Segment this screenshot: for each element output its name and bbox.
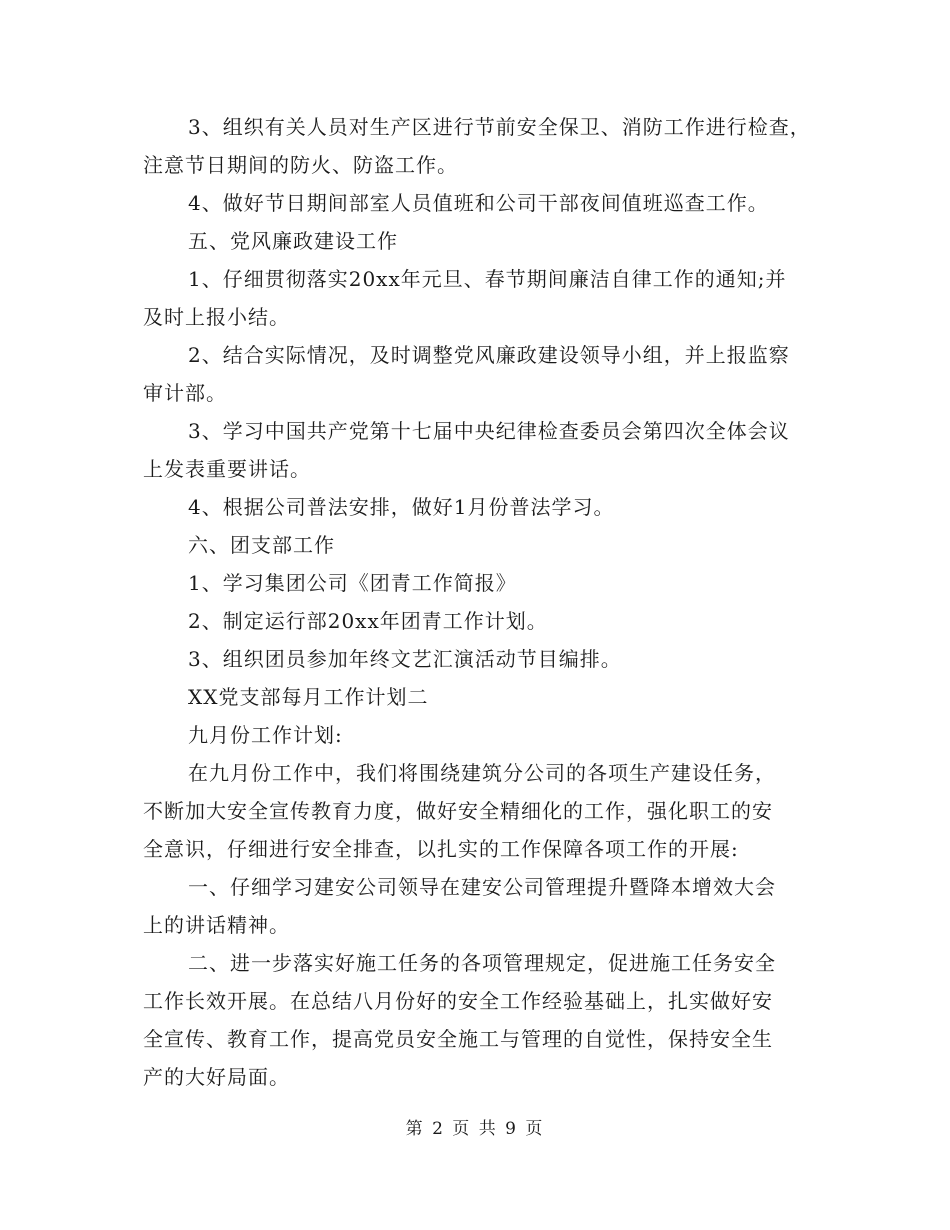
text-line: 4、做好节日期间部室人员值班和公司干部夜间值班巡查工作。 (188, 191, 769, 215)
text-line: 1、仔细贯彻落实20xx年元旦、春节期间廉洁自律工作的通知;并 (188, 267, 787, 291)
section-heading: 九月份工作计划: (188, 723, 343, 747)
text-line: 一、仔细学习建安公司领导在建安公司管理提升暨降本增效大会 (188, 875, 776, 899)
text-line: 上发表重要讲话。 (143, 457, 311, 481)
text-line: 审计部。 (143, 381, 227, 405)
text-line: 全宣传、教育工作，提高党员安全施工与管理的自觉性，保持安全生 (143, 1027, 773, 1051)
text-line: 注意节日期间的防火、防盗工作。 (143, 153, 458, 177)
text-line: 全意识，仔细进行安全排查，以扎实的工作保障各项工作的开展: (143, 837, 739, 861)
text-line: 2、结合实际情况，及时调整党风廉政建设领导小组，并上报监察 (188, 343, 790, 367)
text-line: 不断加大安全宣传教育力度，做好安全精细化的工作，强化职工的安 (143, 799, 773, 823)
text-line: 2、制定运行部20xx年团青工作计划。 (188, 609, 548, 633)
text-line: 1、学习集团公司《团青工作简报》 (188, 571, 517, 595)
text-line: 产的大好局面。 (143, 1065, 290, 1089)
text-line: 及时上报小结。 (143, 305, 290, 329)
text-line: 二、进一步落实好施工任务的各项管理规定，促进施工任务安全 (188, 951, 776, 975)
section-heading: 五、党风廉政建设工作 (188, 229, 398, 253)
section-heading: 六、团支部工作 (188, 533, 335, 557)
text-line: 3、学习中国共产党第十七届中央纪律检查委员会第四次全体会议 (188, 419, 790, 443)
text-line: 3、组织有关人员对生产区进行节前安全保卫、消防工作进行检查， (188, 115, 811, 139)
text-line: 4、根据公司普法安排，做好1月份普法学习。 (188, 495, 615, 519)
text-line: 在九月份工作中，我们将围绕建筑分公司的各项生产建设任务， (188, 761, 776, 785)
page-number-footer: 第 2 页 共 9 页 (405, 1119, 545, 1139)
document-subtitle: XX党支部每月工作计划二 (188, 685, 429, 709)
text-line: 工作长效开展。在总结八月份好的安全工作经验基础上，扎实做好安 (143, 989, 773, 1013)
text-line: 3、组织团员参加年终文艺汇演活动节目编排。 (188, 647, 622, 671)
text-line: 上的讲话精神。 (143, 913, 290, 937)
